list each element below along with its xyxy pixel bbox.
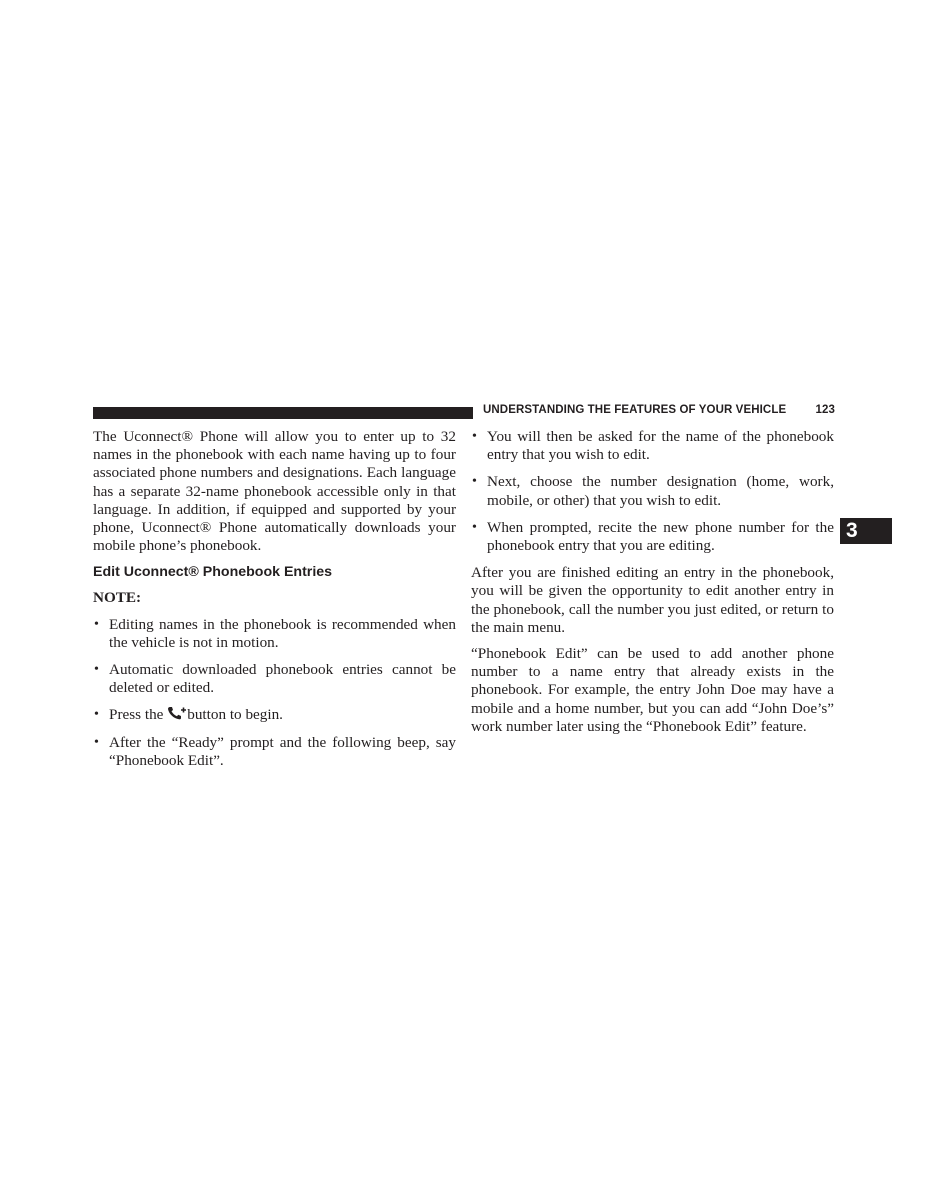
list-item: • When prompted, recite the new phone number for the phonebook entry that you are editing. <box>472 518 834 555</box>
list-item: • Editing names in the phonebook is recommended when the vehicle is not in motion. <box>94 615 456 651</box>
left-column <box>93 428 456 779</box>
page-number: 123 <box>815 404 835 416</box>
section-heading: Edit Uconnect® Phonebook Entries <box>93 564 333 581</box>
chapter-tab: 3 <box>840 518 892 544</box>
running-title: UNDERSTANDING THE FEATURES OF YOUR VEHICLE <box>483 404 787 416</box>
list-item: • Press the button to begin. <box>94 706 283 724</box>
intro-paragraph: The Uconnect® Phone will allow you to enter up to 32 names in the phonebook with each name having up to four associated phone numbers and designations. Each language has a separate 32-name phonebook accessible only in that language. In addition, if equipped and supported by your phone, Uconnect® Phone automatically downloads your mobile phone’s phonebook. <box>93 428 456 555</box>
list-item: • Next, choose the number designation (home, work, mobile, or other) that you wish to edit. <box>472 473 834 509</box>
list-item: • Automatic downloaded phonebook entries cannot be deleted or edited. <box>94 661 456 697</box>
header-rule <box>93 407 473 419</box>
steps-bullet-list <box>471 428 834 555</box>
running-head <box>483 404 835 416</box>
list-item: • After the “Ready” prompt and the following beep, say “Phonebook Edit”. <box>94 733 456 769</box>
right-column <box>471 428 834 744</box>
list-item: • You will then be asked for the name of the phonebook entry that you wish to edit. <box>472 428 834 464</box>
phone-icon <box>167 706 187 720</box>
phonebook-edit-paragraph: “Phonebook Edit” can be used to add another phone number to a name entry that already exists in the phonebook. For example, the entry John Doe may have a mobile and a home number, but you can add “John Doe’s” work number later using the “Phonebook Edit” feature. <box>471 645 834 735</box>
note-bullet-list <box>93 616 456 770</box>
note-label: NOTE: <box>93 589 142 607</box>
finish-paragraph: After you are finished editing an entry in the phonebook, you will be given the opportunity to edit another entry in the phonebook, call the number you just edited, or return to the main menu. <box>471 564 834 636</box>
